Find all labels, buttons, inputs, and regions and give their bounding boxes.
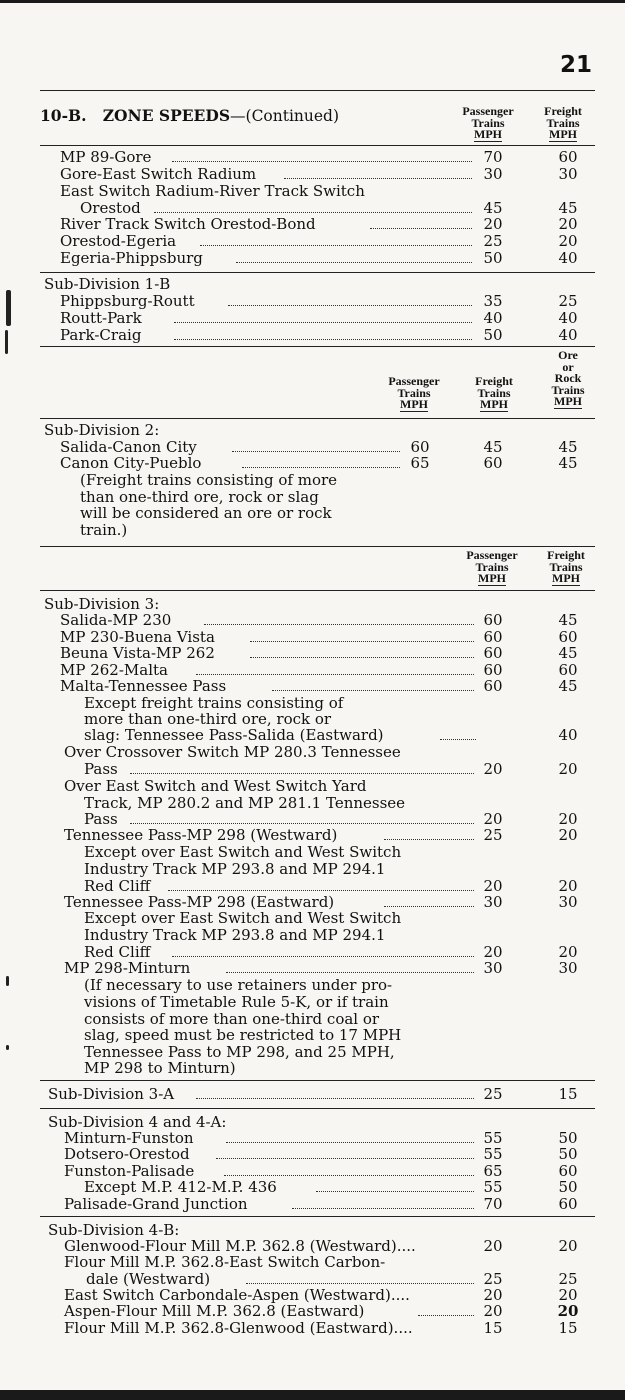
divider	[40, 346, 595, 347]
speed-row	[0, 183, 625, 200]
route-name: MP 230-Buena Vista	[60, 628, 215, 646]
note-line	[0, 910, 625, 927]
route-name: Flour Mill M.P. 362.8-East Switch Carbon-	[64, 1253, 386, 1271]
section-title	[40, 106, 339, 125]
route-name: Beuna Vista-MP 262	[60, 644, 215, 662]
speed-row	[0, 233, 625, 250]
passenger-speed: 20	[483, 1237, 503, 1255]
route-name: MP 298 to Minturn)	[84, 1059, 236, 1077]
divider	[40, 272, 595, 273]
dot-leader	[284, 178, 472, 179]
freight-speed: 60	[558, 661, 578, 679]
route-name: Over Crossover Switch MP 280.3 Tennessee	[64, 743, 401, 761]
freight-speed: 45	[483, 438, 503, 456]
route-name: Except over East Switch and West Switch	[84, 843, 402, 861]
freight-speed: 40	[558, 726, 578, 744]
speed-row	[0, 645, 625, 662]
route-name: Aspen-Flour Mill M.P. 362.8 (Eastward)	[64, 1302, 365, 1320]
route-name: slag: Tennessee Pass-Salida (Eastward)	[84, 726, 384, 744]
speed-row	[0, 1303, 625, 1320]
route-name: MP 89-Gore	[60, 148, 152, 166]
route-name: Pass	[84, 810, 118, 828]
route-name: Orestod-Egeria	[60, 232, 177, 250]
passenger-speed: 60	[483, 611, 503, 629]
passenger-speed: 20	[483, 215, 503, 233]
dot-leader	[250, 641, 474, 642]
scan-mark	[6, 1045, 9, 1050]
subdivision-heading	[0, 422, 625, 439]
scan-mark	[6, 976, 9, 986]
route-name: Flour Mill M.P. 362.8-Glenwood (Eastward)....	[64, 1319, 413, 1337]
speed-row	[0, 216, 625, 233]
dot-leader	[196, 1098, 474, 1099]
header-text: MPH	[554, 394, 582, 408]
route-name: Red Cliff	[84, 943, 151, 961]
note-line	[0, 778, 625, 795]
route-name: (If necessary to use retainers under pro-	[84, 976, 393, 994]
freight-speed: 60	[483, 454, 503, 472]
note-line	[0, 472, 625, 489]
route-name: East Switch Carbondale-Aspen (Westward)....	[64, 1286, 410, 1304]
passenger-speed: 60	[483, 677, 503, 695]
route-name: Salida-MP 230	[60, 611, 172, 629]
speed-row	[0, 327, 625, 344]
speed-row	[0, 250, 625, 267]
page-number: 21	[560, 52, 593, 78]
passenger-speed: 25	[483, 1270, 503, 1288]
speed-row	[0, 960, 625, 977]
speed-row	[0, 1320, 625, 1337]
route-name: Tennessee Pass-MP 298 (Westward)	[64, 826, 338, 844]
speed-row	[0, 1179, 625, 1196]
passenger-speed: 55	[483, 1129, 503, 1147]
route-name: Canon City-Pueblo	[60, 454, 202, 472]
freight-speed: 40	[558, 309, 578, 327]
freight-speed: 40	[558, 326, 578, 344]
header-text: Passenger	[466, 548, 518, 562]
speed-row	[0, 727, 625, 744]
note-line	[0, 994, 625, 1011]
passenger-speed: 50	[483, 249, 503, 267]
passenger-speed: 20	[483, 760, 503, 778]
passenger-speed: 15	[483, 1319, 503, 1337]
route-name: Over East Switch and West Switch Yard	[64, 777, 367, 795]
dot-leader	[232, 451, 400, 452]
freight-speed: 45	[558, 644, 578, 662]
passenger-speed: 20	[483, 943, 503, 961]
route-name: Park-Craig	[60, 326, 142, 344]
freight-speed: 20	[557, 1302, 579, 1320]
speed-row	[0, 149, 625, 166]
route-name: Track, MP 280.2 and MP 281.1 Tennessee	[84, 794, 406, 812]
header-text: Trains	[477, 385, 511, 400]
note-line	[0, 1254, 625, 1271]
passenger-speed: 60	[410, 438, 430, 456]
note-line	[0, 861, 625, 878]
passenger-speed: 70	[483, 1195, 503, 1213]
note-line	[0, 977, 625, 994]
route-name: slag, speed must be restricted to 17 MPH	[84, 1026, 402, 1044]
note-line	[0, 927, 625, 944]
freight-speed: 20	[558, 760, 578, 778]
header-text: MPH	[549, 127, 577, 141]
dot-leader	[418, 1315, 474, 1316]
passenger-speed: 60	[483, 644, 503, 662]
dot-leader	[292, 1208, 474, 1209]
route-name: Malta-Tennessee Pass	[60, 677, 227, 695]
speed-row	[0, 455, 625, 472]
note-line	[0, 505, 625, 522]
freight-speed: 45	[558, 677, 578, 695]
dot-leader	[130, 773, 474, 774]
passenger-speed: 20	[483, 1286, 503, 1304]
passenger-speed: 55	[483, 1178, 503, 1196]
dot-leader	[370, 228, 472, 229]
dot-leader	[384, 906, 474, 907]
header-text: Trains	[397, 385, 431, 400]
divider	[40, 546, 595, 547]
dot-leader	[242, 467, 400, 468]
freight-speed: 30	[558, 959, 578, 977]
freight-header	[535, 550, 597, 586]
route-name: Orestod	[80, 199, 141, 217]
route-name: Industry Track MP 293.8 and MP 294.1	[84, 926, 386, 944]
passenger-speed: 35	[483, 292, 503, 310]
route-name: Red Cliff	[84, 877, 151, 895]
passenger-speed: 30	[483, 165, 503, 183]
route-name: visions of Timetable Rule 5-K, or if train	[84, 993, 389, 1011]
note-line	[0, 522, 625, 539]
section-continued: —(Continued)	[230, 107, 340, 125]
route-name: Tennessee Pass to MP 298, and 25 MPH,	[84, 1043, 395, 1061]
note-line	[0, 744, 625, 761]
freight-speed: 45	[558, 199, 578, 217]
header-text: MPH	[474, 127, 502, 141]
speed-row	[0, 612, 625, 629]
dot-leader	[272, 690, 474, 691]
ore-rock-speed: 45	[558, 438, 578, 456]
header-text: Freight	[544, 104, 582, 118]
speed-row	[0, 1146, 625, 1163]
ore-header	[538, 350, 598, 409]
dot-leader	[384, 839, 474, 840]
route-name: will be considered an ore or rock	[80, 504, 332, 522]
speed-row	[0, 678, 625, 695]
divider	[40, 145, 595, 146]
freight-speed: 20	[558, 826, 578, 844]
subdivision-heading	[0, 276, 625, 293]
top-border	[0, 0, 625, 3]
freight-speed: 45	[558, 611, 578, 629]
passenger-header	[448, 106, 528, 142]
freight-speed: 50	[558, 1129, 578, 1147]
ore-rock-speed: 45	[558, 454, 578, 472]
freight-speed: 25	[558, 292, 578, 310]
scan-mark	[6, 290, 11, 326]
divider	[40, 90, 595, 91]
passenger-speed: 70	[483, 148, 503, 166]
route-name: Gore-East Switch Radium	[60, 165, 257, 183]
route-name: than one-third ore, rock or slag	[80, 488, 319, 506]
route-name: Sub-Division 4-B:	[48, 1221, 180, 1239]
route-name: MP 262-Malta	[60, 661, 168, 679]
passenger-speed: 60	[483, 661, 503, 679]
dot-leader	[246, 1283, 474, 1284]
bottom-border	[0, 1390, 625, 1400]
dot-leader	[200, 245, 472, 246]
route-name: MP 298-Minturn	[64, 959, 191, 977]
divider	[40, 1080, 595, 1081]
dot-leader	[236, 262, 472, 263]
speed-row	[0, 293, 625, 310]
speed-row	[0, 827, 625, 844]
freight-speed: 30	[558, 893, 578, 911]
speed-row	[0, 166, 625, 183]
route-name: Industry Track MP 293.8 and MP 294.1	[84, 860, 386, 878]
header-text: Freight	[547, 548, 585, 562]
header-text: Trains	[475, 559, 509, 574]
passenger-speed: 45	[483, 199, 503, 217]
header-text: Passenger	[462, 104, 514, 118]
route-name: Egeria-Phippsburg	[60, 249, 203, 267]
passenger-speed: 65	[483, 1162, 503, 1180]
passenger-header	[452, 550, 532, 586]
speed-row	[0, 1196, 625, 1213]
freight-speed: 20	[558, 877, 578, 895]
divider	[40, 1108, 595, 1109]
dot-leader	[216, 1158, 474, 1159]
route-name: Palisade-Grand Junction	[64, 1195, 248, 1213]
freight-speed: 50	[558, 1145, 578, 1163]
dot-leader	[316, 1191, 474, 1192]
route-name: Minturn-Funston	[64, 1129, 194, 1147]
freight-speed: 20	[558, 1237, 578, 1255]
header-text: or	[562, 359, 574, 374]
freight-speed: 15	[558, 1319, 578, 1337]
header-text: Trains	[471, 115, 505, 130]
freight-speed: 60	[558, 628, 578, 646]
header-text: Trains	[551, 382, 585, 397]
route-name: Sub-Division 3-A	[48, 1085, 175, 1103]
passenger-speed: 25	[483, 826, 503, 844]
dot-leader	[168, 890, 474, 891]
header-text: Freight	[475, 374, 513, 388]
route-name: Except over East Switch and West Switch	[84, 909, 402, 927]
route-name: Funston-Palisade	[64, 1162, 195, 1180]
dot-leader	[174, 339, 472, 340]
dot-leader	[224, 1175, 474, 1176]
passenger-speed: 30	[483, 959, 503, 977]
passenger-speed: 30	[483, 893, 503, 911]
dot-leader	[172, 956, 474, 957]
speed-row	[0, 310, 625, 327]
section-code: 10-B.	[40, 106, 87, 125]
header-text: Passenger	[388, 374, 440, 388]
route-name: more than one-third ore, rock or	[84, 710, 332, 728]
section-name: ZONE SPEEDS	[102, 106, 231, 125]
header-text: MPH	[552, 571, 580, 585]
freight-speed: 60	[558, 148, 578, 166]
header-text: MPH	[400, 397, 428, 411]
freight-speed: 25	[558, 1270, 578, 1288]
note-line	[0, 1027, 625, 1044]
dot-leader	[172, 161, 472, 162]
route-name: Phippsburg-Routt	[60, 292, 195, 310]
route-name: Sub-Division 1-B	[44, 275, 171, 293]
passenger-header	[374, 376, 454, 412]
freight-speed: 20	[558, 810, 578, 828]
freight-speed: 30	[558, 165, 578, 183]
dot-leader	[130, 823, 474, 824]
route-name: Salida-Canon City	[60, 438, 197, 456]
route-name: Except M.P. 412-M.P. 436	[84, 1178, 277, 1196]
route-name: Except freight trains consisting of	[84, 694, 344, 712]
route-name: Glenwood-Flour Mill M.P. 362.8 (Westward)....	[64, 1237, 416, 1255]
route-name: Routt-Park	[60, 309, 142, 327]
freight-speed: 20	[558, 232, 578, 250]
passenger-speed: 20	[483, 810, 503, 828]
passenger-speed: 50	[483, 326, 503, 344]
header-text: Rock	[554, 371, 582, 385]
passenger-speed: 65	[410, 454, 430, 472]
route-name: East Switch Radium-River Track Switch	[60, 182, 365, 200]
scan-mark	[5, 330, 8, 354]
dot-leader	[440, 739, 476, 740]
passenger-speed: 60	[483, 628, 503, 646]
freight-speed: 20	[558, 943, 578, 961]
divider	[40, 418, 595, 419]
route-name: Sub-Division 4 and 4-A:	[48, 1113, 227, 1131]
freight-speed: 40	[558, 249, 578, 267]
route-name: Dotsero-Orestod	[64, 1145, 190, 1163]
speed-row	[0, 1086, 625, 1103]
route-name: River Track Switch Orestod-Bond	[60, 215, 316, 233]
route-name: train.)	[80, 521, 128, 539]
speed-row	[0, 761, 625, 778]
route-name: Sub-Division 2:	[44, 421, 160, 439]
dot-leader	[250, 657, 474, 658]
divider	[40, 590, 595, 591]
freight-header	[533, 106, 593, 142]
route-name: Sub-Division 3:	[44, 595, 160, 613]
note-line	[0, 844, 625, 861]
header-text: Ore	[558, 348, 578, 362]
dot-leader	[226, 1142, 474, 1143]
freight-speed: 15	[558, 1085, 578, 1103]
freight-speed: 20	[558, 215, 578, 233]
header-text: MPH	[478, 571, 506, 585]
freight-speed: 50	[558, 1178, 578, 1196]
header-text: Trains	[546, 115, 580, 130]
passenger-speed: 20	[483, 877, 503, 895]
passenger-speed: 25	[483, 1085, 503, 1103]
dot-leader	[196, 674, 474, 675]
passenger-speed: 40	[483, 309, 503, 327]
dot-leader	[228, 305, 472, 306]
freight-speed: 60	[558, 1195, 578, 1213]
freight-header	[462, 376, 526, 412]
header-text: MPH	[480, 397, 508, 411]
dot-leader	[204, 624, 474, 625]
header-text: Trains	[549, 559, 583, 574]
dot-leader	[154, 212, 472, 213]
passenger-speed: 55	[483, 1145, 503, 1163]
dot-leader	[226, 972, 474, 973]
note-line	[0, 1060, 625, 1077]
passenger-speed: 20	[483, 1302, 503, 1320]
route-name: dale (Westward)	[86, 1270, 211, 1288]
route-name: Tennessee Pass-MP 298 (Eastward)	[64, 893, 335, 911]
passenger-speed: 25	[483, 232, 503, 250]
freight-speed: 60	[558, 1162, 578, 1180]
route-name: consists of more than one-third coal or	[84, 1010, 380, 1028]
divider	[40, 1216, 595, 1217]
dot-leader	[174, 322, 472, 323]
route-name: Pass	[84, 760, 118, 778]
route-name: (Freight trains consisting of more	[80, 471, 338, 489]
freight-speed: 20	[558, 1286, 578, 1304]
